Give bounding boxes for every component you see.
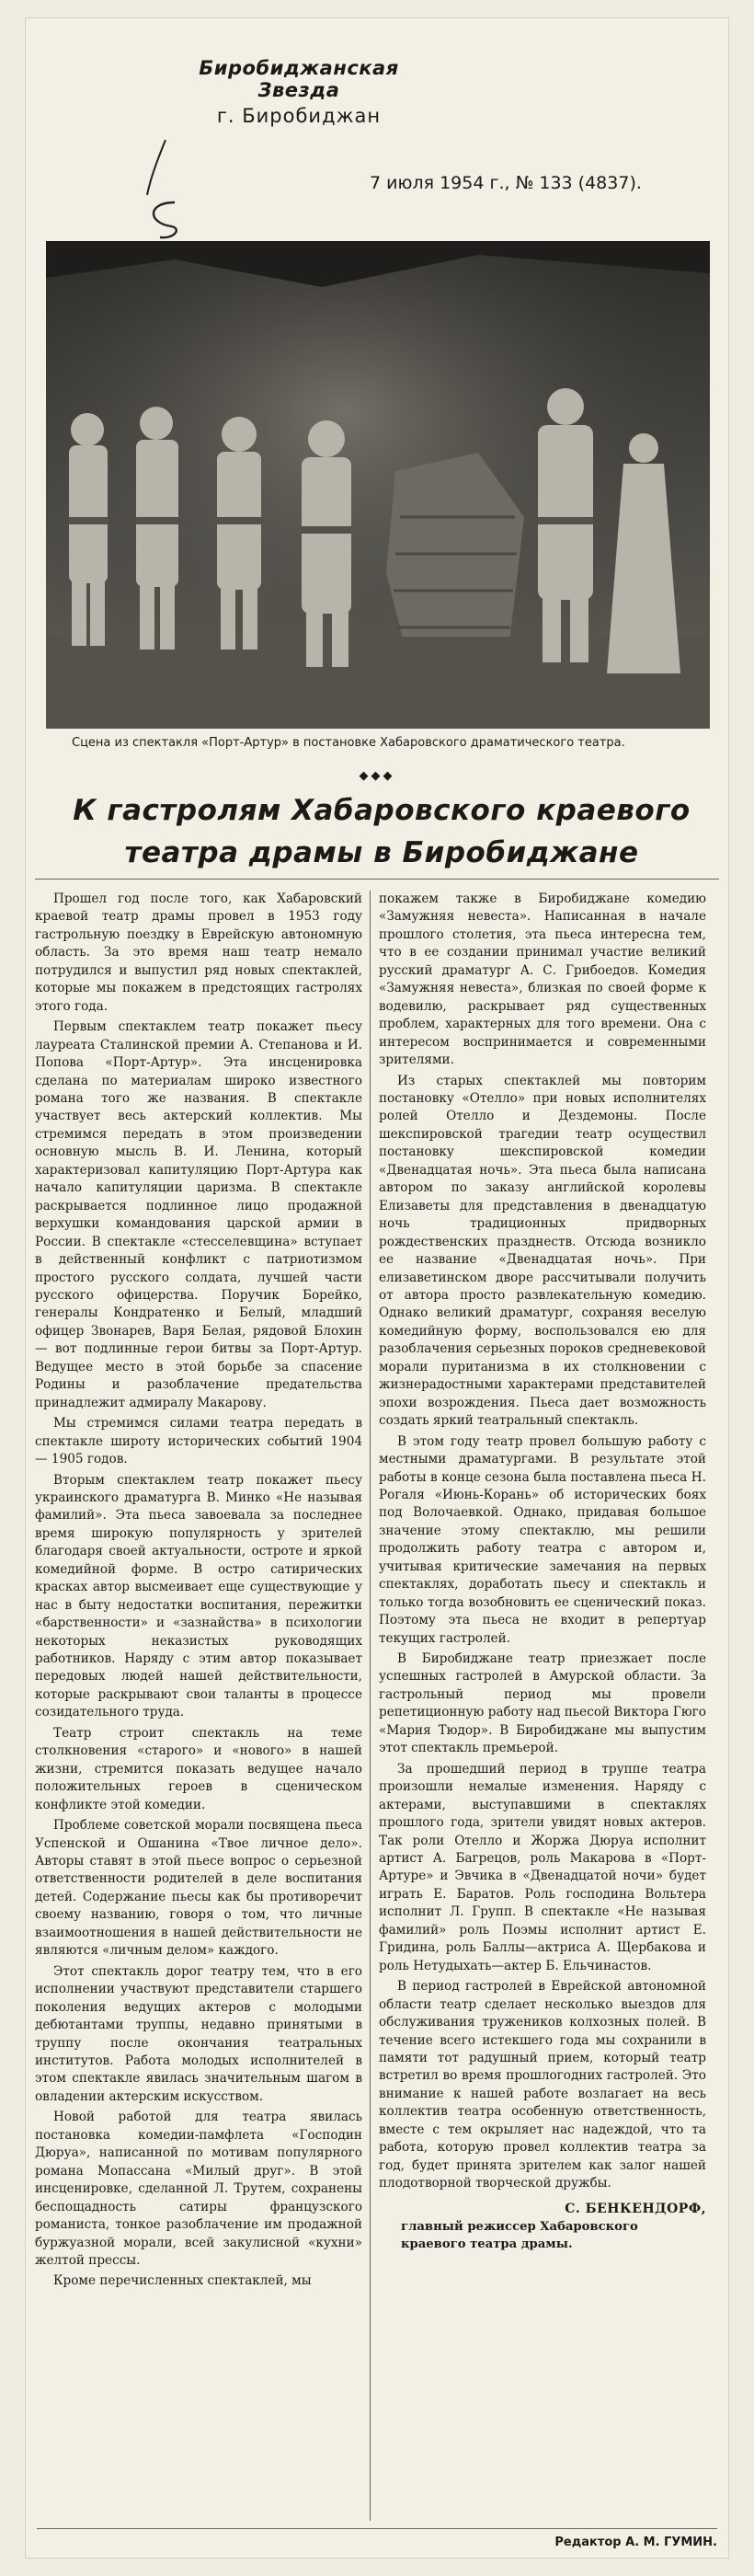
paragraph: Вторым спектаклем театр покажет пьесу украинского драматурга В. Минко «Не называя фамилий». Эта пьеса завоевала за последнее время широкую популярность у зрителей благодаря своей актуальности, остроте и яркой комедийной форме. В остро сатирических красках автор высмеивает еще существующие у нас в быту недостатки воспитания, пережитки «барственности» и «зазнайства» в психологии некоторых неказистых руководящих работников. Наряду с этим автор показывает передовых людей нашей действительности, которые раскрывают свои таланты в процессе созидательного труда. [35, 1472, 362, 1720]
photo-caption: Сцена из спектакля «Порт-Артур» в постановке Хабаровского драматического театра. [72, 736, 625, 750]
paragraph: Проблеме советской морали посвящена пьеса Успенской и Ошанина «Твое личное дело». Авторы ставят в этой пьесе вопрос о серьезной ответственности родителей в деле воспитания детей. Содержание пьесы как бы противоречит своему названию, говоря о том, что личные взаимоотношения в нашей действительности не являются «личным делом» каждого. [35, 1818, 362, 1959]
article-column-right [379, 891, 706, 2253]
masthead [170, 57, 428, 127]
paragraph: покажем также в Биробиджане комедию «Замужняя невеста». Написанная в начале прошлого столетия, эта пьеса интересна тем, что в ее создании принимал участие великий русский драматург А. С. Грибоедов. Комедия «Замужняя невеста», близкая по своей форме к водевилю, раскрывает ряд существенных проблем, характерных для того времени. Она с интересом воспринимается и современными зрителями. [379, 891, 706, 1068]
editor-credit: Редактор А. М. ГУМИН. [554, 2536, 717, 2549]
author-signature: С. БЕНКЕНДОРФ, [565, 2201, 706, 2216]
author-title: главный режиссер Хабаровского краевого театра драмы. [401, 2220, 638, 2252]
handwritten-mark [138, 131, 193, 241]
article-headline: К гастролям Хабаровского краевого театра драмы в Биробиджане [73, 794, 691, 869]
paragraph: Из старых спектаклей мы повторим постановку «Отелло» при новых исполнителях ролей Отелло и Дездемоны. После шекспировской трагедии театр осуществил постановку шекспировской комедии «Двенадцатая ночь». Эта пьеса была написана автором по заказу английской королевы Елизаветы для представления в двенадцатую ночь традиционных придворных рождественских празднеств. Отсюда возникло ее название «Двенадцатая ночь». При елизаветинском дворе рассчитывали получить от автора просто развлекательную комедию. Однако великий драматург, сохраняя веселую комедийную форму, воспользовался ею для разоблачения серьезных пороков средневековой морали пуританизма в их столкновении с жизнерадостными характерами представителей эпохи возрождения. Пьеса дает возможность создать яркий театральный спектакль. [379, 1073, 706, 1429]
paragraph: Этот спектакль дорог театру тем, что в его исполнении участвуют представители старшего поколения ведущих актеров с молодыми дебютантами труппы, недавно принятыми в труппу после окончания театральных институтов. Работа молодых исполнителей в этом спектакле явилась значительным шагом в овладении актерским искусством. [35, 1963, 362, 2104]
separator-ornament: ◆◆◆ [359, 769, 395, 783]
paragraph: Театр строит спектакль на теме столкновения «старого» и «нового» в нашей жизни, стремится показать ведущее начало положительных героев в сценическом конфликте этой комедии. [35, 1725, 362, 1812]
headline-rule [35, 879, 719, 880]
column-divider [370, 891, 371, 2521]
paragraph: В Биробиджане театр приезжает после успешных гастролей в Амурской области. За гастрольный период мы провели репетиционную работу над пьесой Виктора Гюго «Мария Тюдор». В Биробиджане мы выпустим этот спектакль премьерой. [379, 1651, 706, 1756]
paragraph: Кроме перечисленных спектаклей, мы [53, 2273, 312, 2289]
newspaper-title: Биробиджанская Звезда [199, 57, 399, 101]
paragraph: За прошедший период в труппе театра произошли немалые изменения. Наряду с актерами, выступавшими в спектаклях прошлого года, зрители увидят новых актеров. Так роли Отелло и Жоржа Дюруа исполнит артист А. Багрецов, роль Макарова в «Порт-Артуре» и Эвчика в «Двенадцатой ночи» будет играть Е. Баратов. Роль господина Вольтера исполнит Л. Групп. В спектакле «Не называя фамилий» роль Поэмы исполнит артист Е. Гридина, роль Баллы—актриса А. Щербакова и роль Нетудыхать—актер Б. Ельчинастов. [379, 1761, 706, 1973]
article-column-left [35, 891, 362, 2294]
paragraph: В период гастролей в Еврейской автономной области театр сделает несколько выездов для обслуживания тружеников колхозных полей. В течение всего истекшего года мы сохранили в памяти тот радушный прием, который театр встретил во время прошлогодних гастролей. Это внимание к нашей работе возлагает на весь коллектив театра особенную ответственность, вместе с тем окрыляет нас надеждой, что та работа, которую провел коллектив театра за год, будет принята зрителем как залог нашей плодотворной творческой дружбы. [379, 1979, 706, 2191]
newspaper-city: г. Биробиджан [216, 105, 382, 127]
paragraph: Прошел год после того, как Хабаровский краевой театр драмы провел в 1953 году гастрольную поездку в Еврейскую автономную область. За это время наш театр немало потрудился и выпустил ряд новых спектаклей, которые мы покажем в предстоящих гастролях этого года. [35, 891, 362, 1014]
paragraph: Мы стремимся силами театра передать в спектакле широту исторических событий 1904 — 1905 годов. [35, 1416, 362, 1467]
paragraph: В этом году театр провел большую работу с местными драматургами. В результате этой работы в конце сезона была поставлена пьеса Н. Рогаля «Июнь-Корань» об исторических боях под Волочаевкой. Однако, придавая большое значение этому спектаклю, мы решили продолжить работу театра с автором и, учитывая критические замечания на первых спектаклях, доработать пьесу и спектакль и только тогда возобновить ее сценический показ. Поэтому эта пьеса не входит в репертуар текущих гастролей. [379, 1433, 706, 1646]
footer-rule [37, 2528, 717, 2529]
stage-photo [46, 241, 710, 729]
paragraph: Новой работой для театра явилась постановка комедии-памфлета «Господин Дюруа», написанной по мотивам популярного романа Мопассана «Милый друг». В этой инсценировке, сделанной Л. Трутем, сохранены беспощадность сатиры французского романиста, тонкое разоблачение им продажной буржуазной морали, всей закулисной «кухни» желтой прессы. [35, 2110, 362, 2268]
issue-dateline: 7 июля 1954 г., № 133 (4837). [370, 173, 642, 193]
paragraph: Первым спектаклем театр покажет пьесу лауреата Сталинской премии А. Степанова и И. Попова «Порт-Артур». Эта инсценировка сделана по материалам широко известного романа того же названия. В спектакле участвует весь актерский коллектив. Мы стремимся передать в этом произведении основную мысль В. И. Ленина, который характеризовал капитуляцию Порт-Артура как начало капитуляции царизма. В спектакле раскрывается подлинное лицо продажной верхушки командования царской армии в России. В спектакле «стесселевщина» вступает в действенный конфликт с патриотизмом простого русского солдата, лучшей части русского офицерства. Поручик Борейко, генералы Кондратенко и Белый, младший офицер Звонарев, Варя Белая, рядовой Блохин — вот подлинные герои битвы за Порт-Артур. Ведущее место в этой борьбе за спасение Родины и разоблачение предательства принадлежит адмиралу Макарову. [35, 1019, 362, 1410]
stage-scene-image [46, 241, 710, 729]
